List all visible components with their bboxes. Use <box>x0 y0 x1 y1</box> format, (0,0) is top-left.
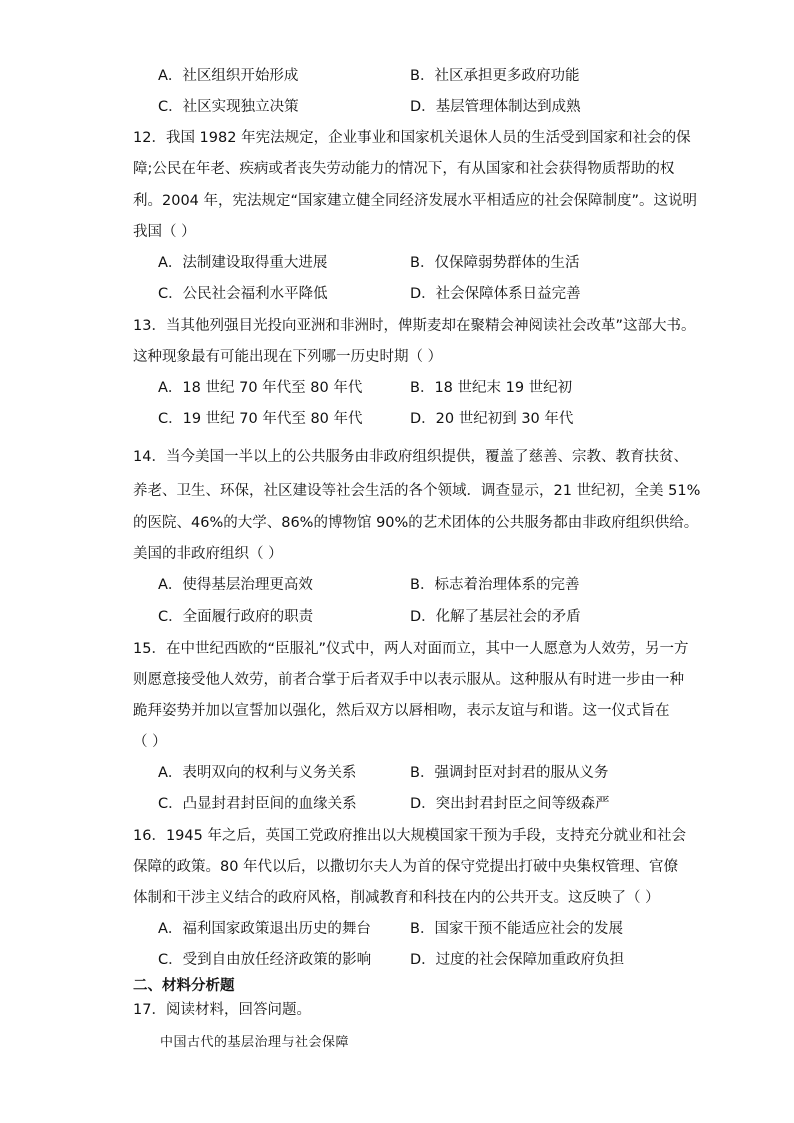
q14-option-d[interactable]: D．化解了基层社会的矛盾 <box>410 609 581 625</box>
q13-option-d[interactable]: D．20 世纪初到 30 年代 <box>410 411 574 427</box>
q12-option-c[interactable]: C．公民社会福利水平降低 <box>158 286 328 302</box>
q15-stem-line-3: 跪拜姿势并加以宣誓加以强化，然后双方以唇相吻，表示友谊与和谐。这一仪式旨在 <box>133 703 670 719</box>
q16-stem-line-2: 保障的政策。80 年代以后，以撒切尔夫人为首的保守党提出打破中央集权管理、官僚 <box>133 859 679 875</box>
q14-option-c[interactable]: C．全面履行政府的职责 <box>158 609 314 625</box>
q12-stem-line-3: 利。2004 年，宪法规定“国家建立健全同经济发展水平相适应的社会保障制度”。这说明 <box>133 193 698 209</box>
q13-stem-line-1: 13．当其他列强目光投向亚洲和非洲时，俾斯麦却在聚精会神阅读社会改革”这部大书。 <box>133 318 696 334</box>
q15-stem-line-1: 15．在中世纪西欧的“臣服礼”仪式中，两人对面而立，其中一人愿意为人效劳，另一方 <box>133 641 689 657</box>
q16-stem-line-3: 体制和干涉主义结合的政府风格，削减教育和科技在内的公共开支。这反映了（ ） <box>133 890 660 906</box>
q16-stem-line-1: 16．1945 年之后，英国工党政府推出以大规模国家干预为手段，支持充分就业和社会 <box>133 828 686 844</box>
q16-option-d[interactable]: D．过度的社会保障加重政府负担 <box>410 952 625 968</box>
q12-stem-line-2: 障;公民在年老、疾病或者丧失劳动能力的情况下，有从国家和社会获得物质帮助的权 <box>133 161 675 177</box>
q15-option-c[interactable]: C．凸显封君封臣间的血缘关系 <box>158 796 357 812</box>
material-title: 中国古代的基层治理与社会保障 <box>160 1035 350 1050</box>
q12-stem-line-1: 12．我国 1982 年宪法规定，企业事业和国家机关退休人员的生活受到国家和社会的保 <box>133 130 691 146</box>
q15-stem-line-2: 则愿意接受他人效劳，前者合掌于后者双手中以表示服从。这种服从有时进一步由一种 <box>133 672 684 688</box>
q16-option-c[interactable]: C．受到自由放任经济政策的影响 <box>158 952 372 968</box>
q12-option-a[interactable]: A．法制建设取得重大进展 <box>158 255 328 271</box>
q11-option-a[interactable]: A．社区组织开始形成 <box>158 68 299 84</box>
q13-stem-line-2: 这种现象最有可能出现在下列哪一历史时期（ ） <box>133 349 443 365</box>
q11-option-d[interactable]: D．基层管理体制达到成熟 <box>410 99 581 115</box>
q14-option-b[interactable]: B．标志着治理体系的完善 <box>410 577 580 593</box>
q12-option-d[interactable]: D．社会保障体系日益完善 <box>410 286 581 302</box>
q15-stem-line-4: （ ） <box>133 734 167 750</box>
q12-stem-line-4: 我国（ ） <box>133 224 196 240</box>
q14-stem-line-3: 的医院、46%的大学、86%的博物馆 90%的艺术团体的公共服务都由非政府组织供给。 <box>133 515 699 531</box>
q11-option-b[interactable]: B．社区承担更多政府功能 <box>410 68 580 84</box>
q13-option-b[interactable]: B．18 世纪末 19 世纪初 <box>410 380 573 396</box>
q13-option-a[interactable]: A．18 世纪 70 年代至 80 年代 <box>158 380 363 396</box>
q16-option-b[interactable]: B．国家干预不能适应社会的发展 <box>410 921 623 937</box>
q15-option-a[interactable]: A．表明双向的权利与义务关系 <box>158 765 357 781</box>
q15-option-d[interactable]: D．突出封君封臣之间等级森严 <box>410 796 610 812</box>
q14-option-a[interactable]: A．使得基层治理更高效 <box>158 577 313 593</box>
q16-option-a[interactable]: A．福利国家政策退出历史的舞台 <box>158 921 371 937</box>
q14-stem-line-2: 养老、卫生、环保，社区建设等社会生活的各个领域．调查显示，21 世纪初，全美 51% <box>133 483 701 499</box>
q17-stem: 17．阅读材料，回答问题。 <box>133 1002 311 1018</box>
q11-option-c[interactable]: C．社区实现独立决策 <box>158 99 299 115</box>
q12-option-b[interactable]: B．仅保障弱势群体的生活 <box>410 255 580 271</box>
section-heading: 二、材料分析题 <box>133 978 235 994</box>
q13-option-c[interactable]: C．19 世纪 70 年代至 80 年代 <box>158 411 363 427</box>
q14-stem-line-4: 美国的非政府组织（ ） <box>133 546 283 562</box>
q14-stem-line-1: 14．当今美国一半以上的公共服务由非政府组织提供，覆盖了慈善、宗教、教育扶贫、 <box>133 449 688 465</box>
q15-option-b[interactable]: B．强调封臣对封君的服从义务 <box>410 765 609 781</box>
